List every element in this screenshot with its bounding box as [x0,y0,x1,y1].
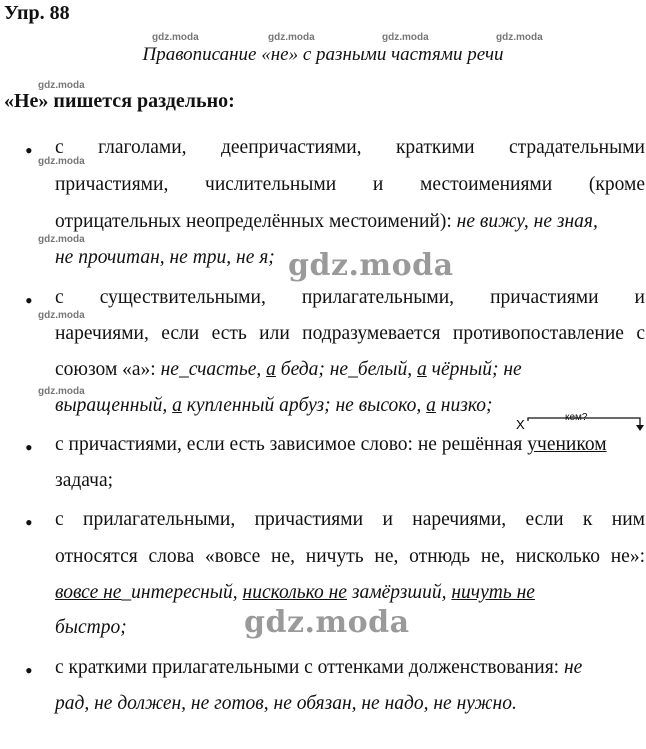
rule1-line3: отрицательных неопределённых местоимений): не вижу, не зная, [55,211,598,232]
bullet-icon: • [25,435,33,460]
rule4-line1: с прилагательными, причастиями и наречиями, если к ним [55,509,645,530]
rule3-line1: с причастиями, если есть зависимое слово: не решённая учеником [55,434,607,455]
watermark-big: gdz.moda [288,248,454,283]
rule4-line4: быстро; [55,617,127,638]
rule4-line3: вовсе не_интересный, нисколько не замёрзший, ничуть не [55,582,535,603]
rule4-line2: относятся слова «вовсе не, ничуть не, отнюдь не, нисколько не»: [55,546,645,567]
topic-subtitle: Правописание «не» с разными частями речи [142,44,504,65]
rule2-line4: выращенный, а купленный арбуз; не высоко, а низко; [55,395,493,416]
rule-heading: «Не» пишется раздельно: [4,90,235,112]
rule5-line2: рад, не должен, не готов, не обязан, не надо, не нужно. [55,693,517,714]
watermark-small: gdz.moda [38,156,85,167]
watermark-small: gdz.moda [38,234,85,245]
rule1-line1: с глаголами, деепричастиями, краткими страдательными [55,137,645,158]
watermark-small: gdz.moda [38,80,85,91]
bullet-icon: • [25,138,33,163]
rule2-line1: с существительными, прилагательными, причастиями и [55,287,645,308]
rule3-line2: задача; [55,470,114,491]
rule1-line2: причастиями, числительными и местоимениями (кроме [55,174,645,195]
bullet-icon: • [25,658,33,683]
question-label: кем? [565,412,588,423]
watermark-small: gdz.moda [496,32,543,43]
rule5-line1: с краткими прилагательными с оттенками долженствования: не [55,657,583,678]
watermark-small: gdz.moda [382,32,429,43]
watermark-small: gdz.moda [38,386,85,397]
watermark-small: gdz.moda [152,32,199,43]
rule2-line2: наречиями, если есть или подразумевается противопоставление с [55,323,645,344]
bullet-icon: • [25,288,33,313]
dependency-arrow-icon [516,415,646,435]
rule1-line4: не прочитан, не три, не я; [55,247,275,268]
watermark-small: gdz.moda [38,310,85,321]
watermark-big: gdz.moda [244,605,410,640]
watermark-small: gdz.moda [268,32,315,43]
rule2-line3: союзом «а»: не_счастье, а беда; не_белый, а чёрный; не [55,359,522,380]
svg-text:X: X [516,417,525,432]
exercise-title: Упр. 88 [4,2,70,24]
bullet-icon: • [25,510,33,535]
